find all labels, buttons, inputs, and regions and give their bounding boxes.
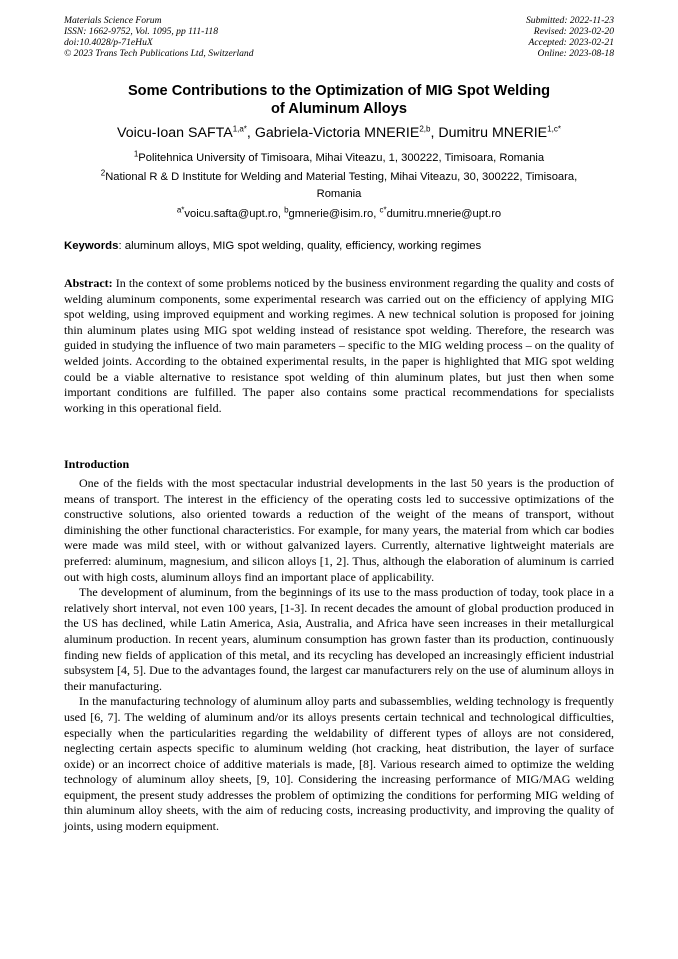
affiliation-1: [64, 150, 614, 167]
email-sup: c*: [379, 205, 387, 215]
keywords: [64, 238, 614, 254]
affiliation-2: [84, 169, 594, 203]
author-name: Dumitru MNERIE: [438, 125, 548, 141]
paragraph: One of the fields with the most spectacular industrial developments in the last 50 years is the production of means of transport. The interest in the efficiency of the operating costs led to successive optimizations of the constructive solutions, also oriented towards a reduction of the weight of the means of transport, without diminishing the other functional characteristics. For example, for many years, the material from which car bodies were made was mild steel, with or without galvanized layers. Currently, alternative lightweight materials are preferred: aluminum, magnesium, and silicon alloys [1, 2]. Thus, although the elaboration of aluminum is carried out with high costs, aluminum alloys find an important place of applicability.: [64, 476, 614, 584]
journal-info: [64, 15, 254, 59]
introduction-body: [64, 476, 614, 835]
date-online: Online: 2023-08-18: [537, 48, 614, 59]
email-sep: ,: [373, 208, 380, 220]
email-link[interactable]: gmnerie@isim.ro: [288, 208, 374, 220]
author-sup: 1,a*: [232, 124, 247, 134]
paragraph: The development of aluminum, from the beginnings of its use to the mass production of today, took place in a relatively short interval, not even 100 years, [1-3]. In recent decades the amount of global production produced in the US has declined, while Latin America, Asia, Australia, and Africa have seen increases in their metallurgical aluminum production. In recent years, aluminum consumption has grown faster than its production, continuously finding new fields of application of this metal, and its recycling has developed an increasingly efficient industrial subsystem [4, 5]. Due to the advantages found, the largest car manufacturers rely on the use of aluminum alloys in their manufacturing.: [64, 585, 614, 693]
keywords-label: Keywords: [64, 240, 119, 252]
title-line-2: of Aluminum Alloys: [271, 101, 407, 117]
abstract: [64, 276, 614, 416]
author-sup: 2,b: [419, 124, 431, 134]
author-name: Gabriela-Victoria MNERIE: [254, 125, 420, 141]
section-heading-introduction: Introduction: [64, 457, 130, 471]
author-emails: [64, 206, 614, 222]
abstract-text: In the context of some problems noticed by the business environment regarding the quality and costs of welding aluminum components, some experimental research was carried out on the efficiency of applying MIG spot welding, using improved equipment and working regimes. A new technical solution is proposed for joining thin aluminum plates using MIG spot welding instead of resistance spot welding. Therefore, the research was guided in studying the influence of two main parameters – specific to the MIG welding process – on the quality of welded joints. According to the obtained experimental results, in the paper is highlighted that MIG spot welding could be a viable alternative to resistance spot welding of thin aluminum plates, but just then when some important conditions are fulfilled. The paper also contains some practical recommendations for specialists working in this operational field.: [64, 276, 614, 415]
paragraph: In the manufacturing technology of aluminum alloy parts and subassemblies, welding technology is frequently used [6, 7]. The welding of aluminum and/or its alloys presents certain technical and technological difficulties, especially when the particularities regarding the weldability of different types of alloys are not considered, neglecting certain aspects specific to aluminum welding (hot cracking, heat distribution, the layer of surface oxide) or an incorrect choice of additive materials is made, [8]. Various research aimed to optimize the welding technology of aluminum alloy sheets, [9, 10]. Considering the increasing performance of MIG/MAG welding equipment, the present study addresses the problem of optimizing the conditions for performing MIG welding of thin aluminum alloy sheets, with the aim of reducing costs, increasing productivity, and improving the quality of joints, using modern equipment.: [64, 694, 614, 834]
paper-title: [64, 82, 614, 118]
author-name: Voicu-Ioan SAFTA: [117, 125, 233, 141]
email-link[interactable]: dumitru.mnerie@upt.ro: [386, 208, 502, 220]
copyright: © 2023 Trans Tech Publications Ltd, Switzerland: [64, 48, 254, 59]
date-revised: Revised: 2023-02-20: [533, 26, 614, 37]
author-sep: ,: [430, 125, 439, 141]
email-link[interactable]: voicu.safta@upt.ro: [184, 208, 278, 220]
affiliation-text: Politehnica University of Timisoara, Mihai Viteazu, 1, 300222, Timisoara, Romania: [138, 152, 545, 164]
author-list: [64, 124, 614, 142]
title-line-1: Some Contributions to the Optimization of MIG Spot Welding: [127, 83, 551, 99]
doi: doi:10.4028/p-71eHuX: [64, 37, 153, 48]
affiliation-sup: 2: [100, 168, 106, 178]
date-accepted: Accepted: 2023-02-21: [528, 37, 614, 48]
keywords-text: : aluminum alloys, MIG spot welding, quality, efficiency, working regimes: [118, 240, 482, 252]
affiliation-sup: 1: [133, 149, 139, 159]
email-sep: ,: [277, 208, 285, 220]
author-sep: ,: [246, 125, 255, 141]
affiliation-text: National R & D Institute for Welding and Material Testing, Mihai Viteazu, 30, 300222, Timisoara, Romania: [105, 171, 578, 200]
journal-name: Materials Science Forum: [64, 15, 162, 26]
email-sup: a*: [176, 205, 185, 215]
email-sup: b: [284, 205, 289, 215]
author-sup: 1,c*: [547, 124, 561, 134]
publication-dates: [526, 15, 614, 59]
abstract-label: Abstract:: [64, 276, 113, 290]
issn-volume: ISSN: 1662-9752, Vol. 1095, pp 111-118: [64, 26, 219, 37]
date-submitted: Submitted: 2022-11-23: [525, 15, 614, 26]
